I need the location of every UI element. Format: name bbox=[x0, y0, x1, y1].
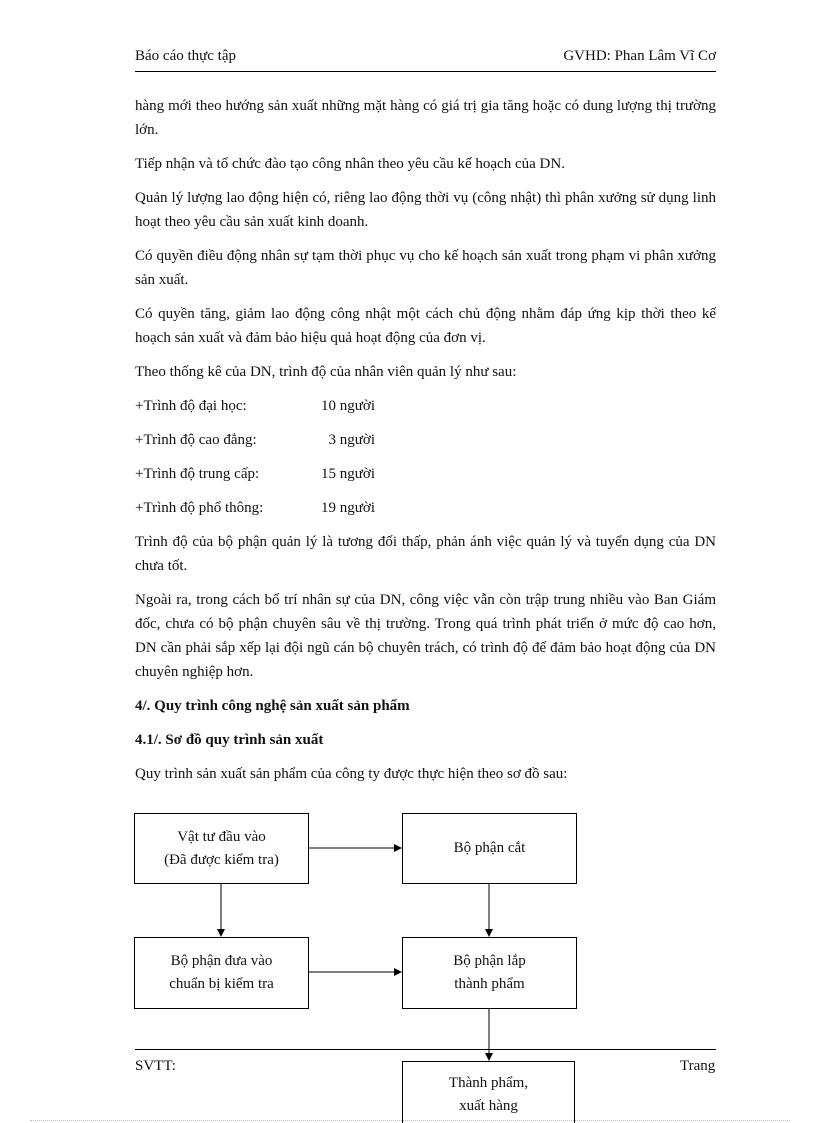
footer-divider bbox=[135, 1049, 716, 1050]
flow-box-input-materials bbox=[134, 813, 309, 884]
paragraph: Tiếp nhận và tổ chức đào tạo công nhân theo yêu cầu kế hoạch của DN. bbox=[135, 156, 565, 172]
stat-value: 19 người bbox=[321, 500, 375, 516]
box-line: Bộ phận lắp bbox=[453, 953, 526, 969]
paragraph: Theo thống kê của DN, trình độ của nhân viên quản lý như sau: bbox=[135, 364, 517, 380]
page-edge bbox=[30, 1120, 790, 1121]
box-line: Vật tư đầu vào bbox=[177, 828, 266, 845]
box-line: Thành phẩm, bbox=[448, 1075, 529, 1091]
stat-label: +Trình độ cao đẳng: bbox=[135, 432, 257, 448]
header-advisor: GVHD: Phan Lâm Vĩ Cơ bbox=[563, 48, 716, 64]
paragraph: Có quyền tăng, giảm lao động công nhật một cách chủ động nhằm đáp ứng kịp thời theo kế hoạch sản xuất và đảm bảo hiệu quả hoạt động của đơn vị. bbox=[135, 306, 716, 346]
paragraph: Trình độ của bộ phận quản lý là tương đối thấp, phản ánh việc quản lý và tuyển dụng của DN chưa tốt. bbox=[135, 534, 716, 574]
box-line: Bộ phận đưa vào bbox=[170, 953, 273, 969]
flow-box-assembly bbox=[402, 937, 577, 1009]
stat-label: +Trình độ đại học: bbox=[135, 398, 247, 414]
stat-value: 10 người bbox=[321, 398, 375, 414]
stat-label: +Trình độ trung cấp: bbox=[135, 466, 260, 482]
header-title: Báo cáo thực tập bbox=[135, 48, 237, 64]
box-line: Bộ phận cắt bbox=[453, 840, 526, 856]
flow-box-finished-goods bbox=[402, 1061, 575, 1123]
box-line: thành phẩm bbox=[454, 976, 525, 992]
footer-student: SVTT: bbox=[135, 1058, 176, 1074]
flow-box-cutting bbox=[402, 813, 577, 884]
footer-page: Trang bbox=[680, 1058, 716, 1074]
stat-value: 15 người bbox=[321, 466, 375, 482]
subsection-heading: 4.1/. Sơ đồ quy trình sản xuất bbox=[135, 732, 324, 748]
box-line: (Đã được kiểm tra) bbox=[164, 851, 279, 868]
paragraph: hàng mới theo hướng sản xuất những mặt hàng có giá trị gia tăng hoặc có dung lượng thị trường lớn. bbox=[135, 98, 716, 138]
paragraph: Quản lý lượng lao động hiện có, riêng lao động thời vụ (công nhật) thì phân xưởng sử dụng linh hoạt theo yêu cầu sản xuất kinh doanh. bbox=[135, 190, 716, 230]
paragraph: Có quyền điều động nhân sự tạm thời phục vụ cho kế hoạch sản xuất trong phạm vi phân xưởng sản xuất. bbox=[135, 248, 716, 288]
paragraph: Ngoài ra, trong cách bố trí nhân sự của DN, công việc vẫn còn trập trung nhiều vào Ban Giám đốc, chưa có bộ phận chuyên sâu về thị trường. Trong quá trình phát triển ở mức độ cao hơn, DN cần phải sắp xếp lại đội ngũ cán bộ chuyên trách, có trình độ để đảm bảo hoạt động của DN chuyên nghiệp hơn. bbox=[135, 592, 716, 680]
stat-value: 3 người bbox=[328, 432, 375, 448]
diagram-intro: Quy trình sản xuất sản phẩm của công ty được thực hiện theo sơ đồ sau: bbox=[135, 766, 568, 782]
flow-box-inspection-prep bbox=[134, 937, 309, 1009]
box-line: xuất hàng bbox=[459, 1098, 518, 1114]
section-heading: 4/. Quy trình công nghệ sản xuất sản phẩm bbox=[135, 698, 410, 714]
box-line: chuẩn bị kiểm tra bbox=[169, 976, 274, 992]
stat-label: +Trình độ phổ thông: bbox=[135, 500, 264, 516]
